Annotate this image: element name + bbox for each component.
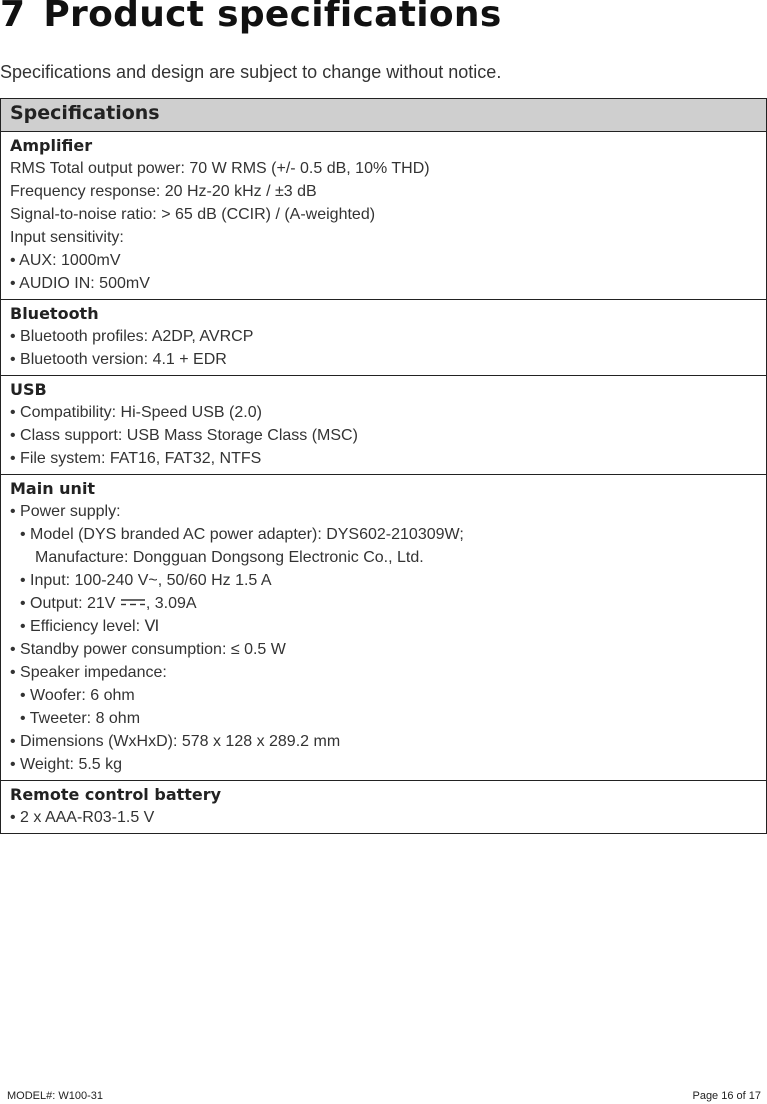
standby-line: • Standby power consumption: ≤ 0.5 W bbox=[10, 641, 286, 658]
list-item: • Bluetooth version: 4.1 + EDR bbox=[10, 351, 227, 368]
page-title bbox=[0, 0, 502, 35]
usb-row bbox=[1, 376, 767, 475]
list-item: Input sensitivity: bbox=[10, 229, 124, 246]
page-subtitle: Specifications and design are subject to change without notice. bbox=[0, 62, 502, 82]
bluetooth-row bbox=[1, 300, 767, 376]
weight-line: • Weight: 5.5 kg bbox=[10, 756, 123, 773]
footer-page-number: Page 16 of 17 bbox=[692, 1090, 761, 1102]
speaker-impedance-line: • Speaker impedance: bbox=[10, 664, 167, 681]
list-item: RMS Total output power: 70 W RMS (+/- 0.5 dB, 10% THD) bbox=[10, 160, 430, 177]
bluetooth-heading: Bluetooth bbox=[10, 304, 99, 323]
amplifier-cell bbox=[1, 132, 767, 300]
remote-cell bbox=[1, 781, 767, 834]
dc-current-icon bbox=[120, 597, 146, 607]
usb-cell bbox=[1, 376, 767, 475]
remote-heading: Remote control battery bbox=[10, 785, 222, 804]
specifications-table bbox=[0, 98, 767, 834]
bluetooth-cell bbox=[1, 300, 767, 376]
usb-heading: USB bbox=[10, 380, 47, 399]
section-title: Product specifications bbox=[43, 0, 502, 35]
list-item: • Compatibility: Hi-Speed USB (2.0) bbox=[10, 404, 262, 421]
tweeter-line: • Tweeter: 8 ohm bbox=[20, 710, 141, 727]
table-header-row bbox=[1, 99, 767, 132]
remote-row bbox=[1, 781, 767, 834]
list-item: Frequency response: 20 Hz-20 kHz / ±3 dB bbox=[10, 183, 317, 200]
output-prefix: • Output: 21V bbox=[20, 595, 120, 612]
list-item: • File system: FAT16, FAT32, NTFS bbox=[10, 450, 262, 467]
list-item: • Class support: USB Mass Storage Class (MSC) bbox=[10, 427, 358, 444]
dimensions-line: • Dimensions (WxHxD): 578 x 128 x 289.2 mm bbox=[10, 733, 341, 750]
footer-model: MODEL#: W100-31 bbox=[7, 1090, 103, 1102]
main-unit-heading: Main unit bbox=[10, 479, 96, 498]
amplifier-row bbox=[1, 132, 767, 300]
power-supply-line: • Power supply: bbox=[10, 503, 121, 520]
list-item: Signal-to-noise ratio: > 65 dB (CCIR) / (A-weighted) bbox=[10, 206, 376, 223]
list-item: • AUDIO IN: 500mV bbox=[10, 275, 150, 292]
main-unit-row bbox=[1, 475, 767, 781]
section-number: 7 bbox=[0, 0, 26, 35]
table-header: Specifications bbox=[1, 99, 767, 132]
adapter-model-line: • Model (DYS branded AC power adapter): DYS602-210309W; bbox=[20, 526, 464, 543]
amplifier-heading: Amplifier bbox=[10, 136, 93, 155]
main-unit-cell bbox=[1, 475, 767, 781]
output-line bbox=[10, 592, 757, 615]
list-item: • 2 x AAA-R03-1.5 V bbox=[10, 809, 155, 826]
efficiency-line: • Efficiency level: Ⅵ bbox=[20, 618, 160, 635]
list-item: • Bluetooth profiles: A2DP, AVRCP bbox=[10, 328, 254, 345]
woofer-line: • Woofer: 6 ohm bbox=[20, 687, 135, 704]
list-item: • AUX: 1000mV bbox=[10, 252, 121, 269]
input-line: • Input: 100-240 V~, 50/60 Hz 1.5 A bbox=[20, 572, 272, 589]
output-suffix: , 3.09A bbox=[145, 595, 197, 612]
manufacturer-line: Manufacture: Dongguan Dongsong Electronic Co., Ltd. bbox=[35, 549, 424, 566]
